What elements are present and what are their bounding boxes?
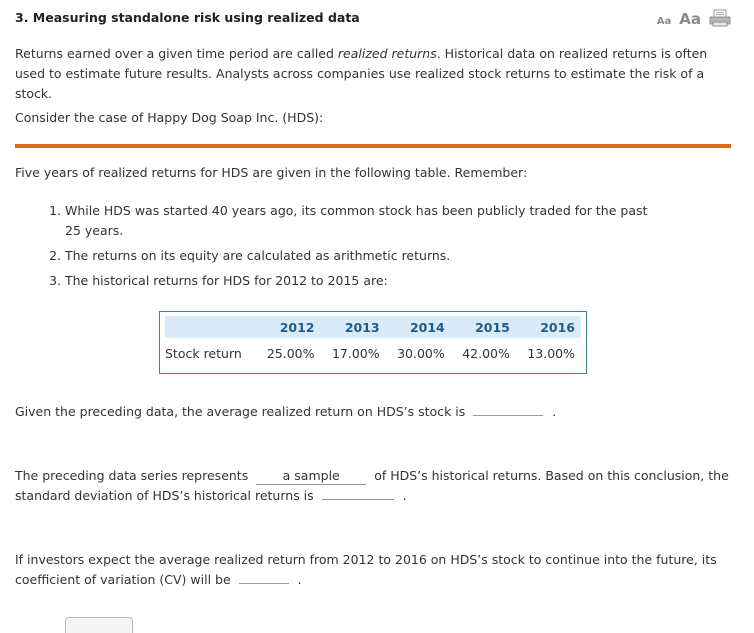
lead-text: Five years of realized returns for HDS are given in the following table. Remember: (15, 165, 528, 180)
list-item: 1. While HDS was started 40 years ago, its common stock has been publicly traded for the past 25 years. (65, 201, 655, 241)
question-cv (15, 550, 731, 590)
question-title: 3. Measuring standalone risk using realized data (15, 10, 360, 25)
period: . (297, 572, 302, 587)
intro-emphasis: realized returns (337, 46, 437, 61)
question-average-return (15, 402, 731, 422)
table-header-year: 2015 (451, 316, 516, 338)
consider-text: Consider the case of Happy Dog Soap Inc. (HDS): (15, 110, 324, 125)
list-item: 2. The returns on its equity are calculated as arithmetic returns. (65, 246, 655, 266)
period: . (552, 404, 557, 419)
table-header-year: 2016 (516, 316, 581, 338)
intro-paragraph (15, 44, 731, 104)
row-label: Stock return (165, 346, 242, 361)
header (15, 10, 731, 30)
bottom-button[interactable] (65, 617, 133, 633)
sample-population-dropdown[interactable]: a sample (256, 468, 366, 485)
table-header-blank (165, 316, 255, 338)
question-std-dev (15, 466, 731, 506)
table-cell: 17.00% (331, 346, 380, 361)
table-cell: 42.00% (462, 346, 510, 361)
print-icon[interactable] (709, 9, 731, 27)
period: . (402, 488, 407, 503)
decrease-font-button[interactable]: Aa (656, 16, 672, 27)
question-text: The preceding data series represents (15, 468, 249, 483)
toolbar (657, 9, 731, 27)
table-cell: 25.00% (266, 346, 315, 361)
average-return-answer-field[interactable] (473, 402, 543, 416)
question-text: of HDS’s historical returns. Based on this conclusion, the standard deviation of HDS’s historical returns is (15, 468, 729, 503)
table-row (165, 338, 581, 369)
table-cell: 30.00% (397, 346, 445, 361)
returns-table (165, 316, 581, 369)
notes-list (15, 201, 655, 296)
intro-text-2: . Historical data on realized returns is often used to estimate future results. Analysts across companies use realized stock returns to estimate the risk of a stock. (15, 46, 708, 101)
returns-table-frame (159, 311, 587, 374)
cv-answer-field[interactable] (239, 570, 289, 584)
table-cell: 13.00% (527, 346, 575, 361)
list-item: 3. The historical returns for HDS for 2012 to 2015 are: (65, 271, 655, 291)
increase-font-button[interactable]: Aa (679, 10, 701, 28)
table-header-year: 2014 (386, 316, 451, 338)
table-header-row (165, 316, 581, 338)
table-header-year: 2013 (320, 316, 385, 338)
question-text: If investors expect the average realized return from 2012 to 2016 on HDS’s stock to continue into the future, its coefficient of variation (CV) will be (15, 552, 717, 587)
table-header-year: 2012 (255, 316, 320, 338)
section-divider (15, 144, 731, 148)
question-text: Given the preceding data, the average realized return on HDS’s stock is (15, 404, 466, 419)
intro-text-1: Returns earned over a given time period are called (15, 46, 338, 61)
std-dev-answer-field[interactable] (322, 486, 394, 500)
